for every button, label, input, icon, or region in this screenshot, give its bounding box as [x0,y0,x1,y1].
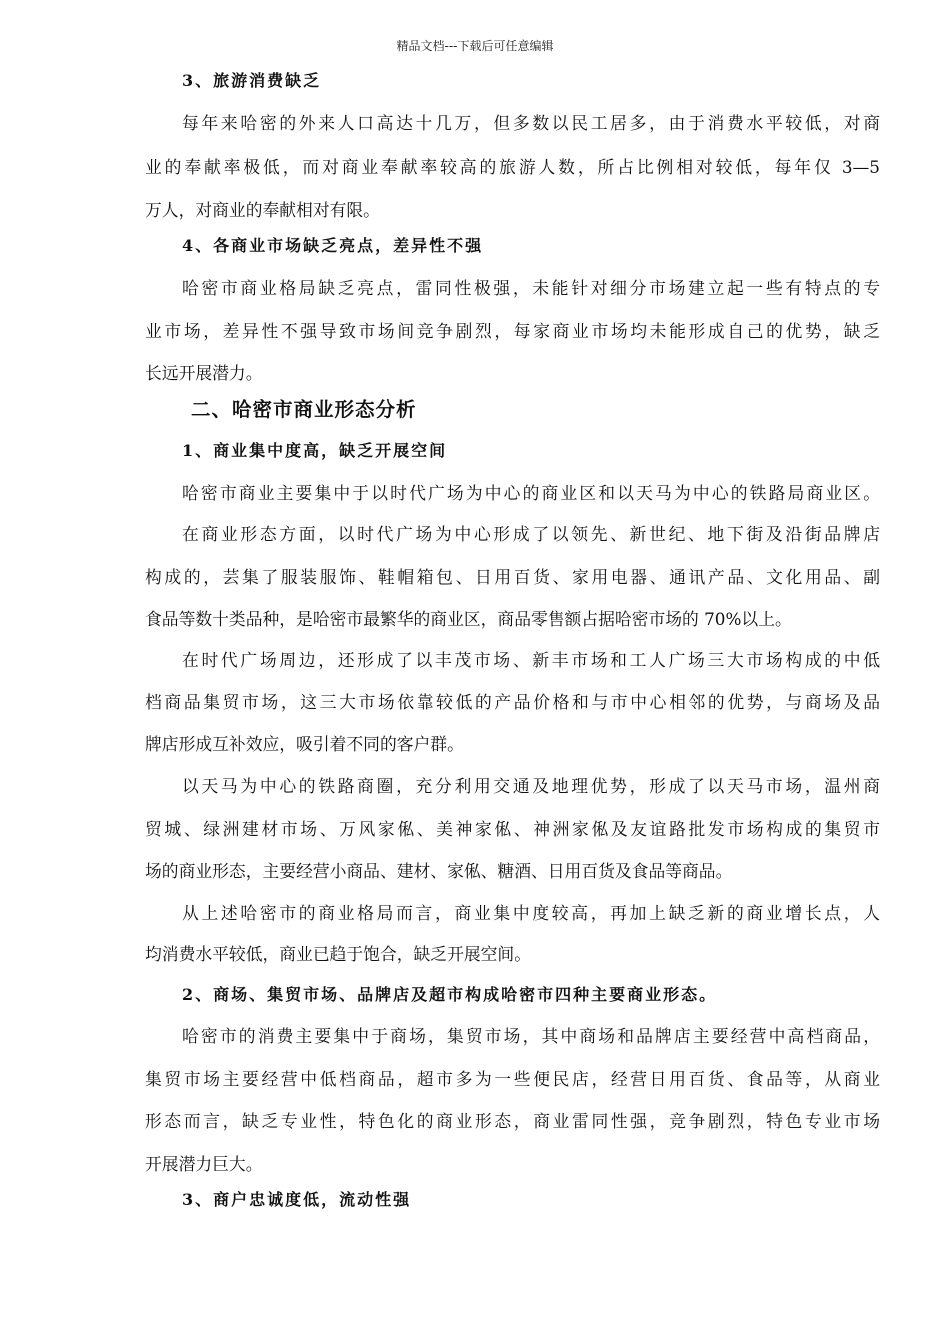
paragraph-line: 万人，对商业的奉献相对有限。 [145,200,380,220]
heading-merchant-loyalty: 3、商户忠诚度低，流动性强 [182,1190,412,1209]
page-header: 精品文档---下载后可任意编辑 [396,39,554,53]
heading-four-forms: 2、商场、集贸市场、品牌店及超市构成哈密市四种主要商业形态。 [182,985,718,1004]
paragraph-line: 哈密市商业格局缺乏亮点，雷同性极强，未能针对细分市场建立起一些有特点的专 [182,278,880,298]
paragraph-line: 业市场，差异性不强导致市场间竞争剧烈，每家商业市场均未能形成自己的优势，缺乏 [145,321,880,341]
paragraph-line: 食品等数十类品种，是哈密市最繁华的商业区，商品零售额占据哈密市场的 70%以上。 [145,609,792,629]
heading-market-highlights: 4、各商业市场缺乏亮点，差异性不强 [182,236,484,255]
paragraph-line: 长远开展潜力。 [145,363,263,383]
paragraph-line: 贸城、绿洲建材市场、万风家俬、美神家俬、神洲家俬及友谊路批发市场构成的集贸市 [145,819,880,839]
paragraph-line: 形态而言，缺乏专业性，特色化的商业形态，商业雷同性强，竞争剧烈，特色专业市场 [145,1111,880,1131]
paragraph-line: 以天马为中心的铁路商圈，充分利用交通及地理优势，形成了以天马市场，温州商 [182,776,880,796]
paragraph-line: 牌店形成互补效应，吸引着不同的客户群。 [145,734,464,754]
paragraph-line: 在商业形态方面，以时代广场为中心形成了以领先、新世纪、地下街及沿街品牌店 [182,524,880,544]
paragraph-line: 从上述哈密市的商业格局而言，商业集中度较高，再加上缺乏新的商业增长点，人 [182,903,880,923]
paragraph-line: 哈密市的消费主要集中于商场，集贸市场，其中商场和品牌店主要经营中高档商品， [182,1026,880,1046]
paragraph-line: 档商品集贸市场，这三大市场依靠较低的产品价格和与市中心相邻的优势，与商场及品 [145,692,880,712]
paragraph-line: 构成的，芸集了服装服饰、鞋帽箱包、日用百货、家用电器、通讯产品、文化用品、副 [145,567,880,587]
heading-tourism: 3、旅游消费缺乏 [182,71,322,90]
paragraph-line: 集贸市场主要经营中低档商品，超市多为一些便民店，经营日用百货、食品等，从商业 [145,1069,880,1089]
paragraph-line: 开展潜力巨大。 [145,1154,263,1174]
paragraph-line: 在时代广场周边，还形成了以丰茂市场、新丰市场和工人广场三大市场构成的中低 [182,650,880,670]
section-title: 二、哈密市商业形态分析 [191,398,417,421]
paragraph-line: 业的奉献率极低，而对商业奉献率较高的旅游人数，所占比例相对较低，每年仅 3—5 [145,157,880,177]
paragraph-line: 均消费水平较低，商业已趋于饱合，缺乏开展空间。 [145,944,531,964]
paragraph-line: 场的商业形态，主要经营小商品、建材、家俬、糖酒、日用百货及食品等商品。 [145,861,733,881]
paragraph-line: 每年来哈密的外来人口高达十几万，但多数以民工居多，由于消费水平较低，对商 [182,113,880,133]
paragraph-line: 哈密市商业主要集中于以时代广场为中心的商业区和以天马为中心的铁路局商业区。 [182,483,880,503]
heading-concentration: 1、商业集中度高，缺乏开展空间 [182,441,448,460]
